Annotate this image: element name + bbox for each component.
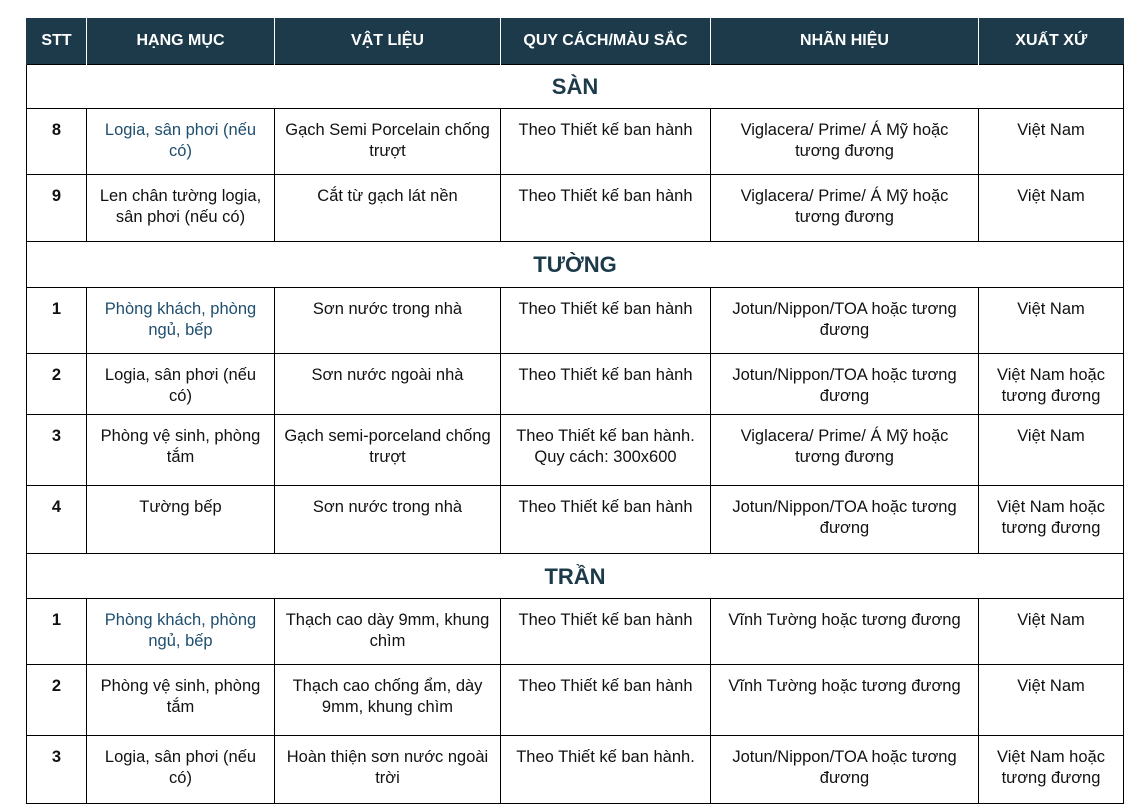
cell-spec: Theo Thiết kế ban hành. xyxy=(501,736,711,804)
cell-spec: Theo Thiết kế ban hành xyxy=(501,486,711,554)
cell-material: Sơn nước trong nhà xyxy=(275,288,501,354)
cell-brand: Jotun/Nippon/TOA hoặc tương đương xyxy=(711,486,979,554)
cell-brand: Jotun/Nippon/TOA hoặc tương đương xyxy=(711,736,979,804)
cell-stt: 2 xyxy=(27,354,87,415)
cell-origin: Việt Nam xyxy=(979,415,1124,486)
section-title: TƯỜNG xyxy=(27,242,1124,288)
cell-material: Sơn nước ngoài nhà xyxy=(275,354,501,415)
table-row xyxy=(27,486,1124,554)
cell-brand: Viglacera/ Prime/ Á Mỹ hoặc tương đương xyxy=(711,415,979,486)
cell-material: Cắt từ gạch lát nền xyxy=(275,175,501,242)
cell-brand: Viglacera/ Prime/ Á Mỹ hoặc tương đương xyxy=(711,175,979,242)
header-row xyxy=(27,18,1124,65)
cell-brand: Vĩnh Tường hoặc tương đương xyxy=(711,665,979,736)
cell-brand: Vĩnh Tường hoặc tương đương xyxy=(711,599,979,665)
header-spec: QUY CÁCH/MÀU SẮC xyxy=(501,18,711,65)
cell-item: Phòng vệ sinh, phòng tắm xyxy=(87,415,275,486)
cell-stt: 1 xyxy=(27,288,87,354)
cell-material: Gạch Semi Porcelain chống trượt xyxy=(275,109,501,175)
cell-item: Phòng vệ sinh, phòng tắm xyxy=(87,665,275,736)
header-material: VẬT LIỆU xyxy=(275,18,501,65)
section-row-wall xyxy=(27,242,1124,288)
cell-spec: Theo Thiết kế ban hành xyxy=(501,665,711,736)
cell-item: Phòng khách, phòng ngủ, bếp xyxy=(87,599,275,665)
table-row xyxy=(27,665,1124,736)
cell-brand: Viglacera/ Prime/ Á Mỹ hoặc tương đương xyxy=(711,109,979,175)
table-row xyxy=(27,109,1124,175)
table-row xyxy=(27,288,1124,354)
cell-item: Tường bếp xyxy=(87,486,275,554)
cell-origin: Việt Nam xyxy=(979,175,1124,242)
cell-origin: Việt Nam hoặc tương đương xyxy=(979,486,1124,554)
cell-brand: Jotun/Nippon/TOA hoặc tương đương xyxy=(711,354,979,415)
cell-material: Sơn nước trong nhà xyxy=(275,486,501,554)
cell-origin: Việt Nam hoặc tương đương xyxy=(979,354,1124,415)
table-row xyxy=(27,175,1124,242)
cell-material: Thạch cao chống ẩm, dày 9mm, khung chìm xyxy=(275,665,501,736)
cell-material: Hoàn thiện sơn nước ngoài trời xyxy=(275,736,501,804)
header-stt: STT xyxy=(27,18,87,65)
materials-table xyxy=(26,18,1124,804)
cell-origin: Việt Nam xyxy=(979,599,1124,665)
table-row xyxy=(27,736,1124,804)
section-title: SÀN xyxy=(27,65,1124,109)
cell-stt: 4 xyxy=(27,486,87,554)
cell-spec: Theo Thiết kế ban hành xyxy=(501,354,711,415)
section-title: TRẦN xyxy=(27,554,1124,599)
table-row xyxy=(27,415,1124,486)
cell-spec: Theo Thiết kế ban hành xyxy=(501,175,711,242)
cell-item: Logia, sân phơi (nếu có) xyxy=(87,736,275,804)
header-origin: XUẤT XỨ xyxy=(979,18,1124,65)
cell-item: Logia, sân phơi (nếu có) xyxy=(87,109,275,175)
cell-item: Logia, sân phơi (nếu có) xyxy=(87,354,275,415)
cell-stt: 2 xyxy=(27,665,87,736)
cell-stt: 3 xyxy=(27,415,87,486)
cell-brand: Jotun/Nippon/TOA hoặc tương đương xyxy=(711,288,979,354)
cell-spec: Theo Thiết kế ban hành. Quy cách: 300x600 xyxy=(501,415,711,486)
table-row xyxy=(27,599,1124,665)
cell-origin: Việt Nam xyxy=(979,665,1124,736)
header-item: HẠNG MỤC xyxy=(87,18,275,65)
cell-spec: Theo Thiết kế ban hành xyxy=(501,288,711,354)
cell-item: Len chân tường logia, sân phơi (nếu có) xyxy=(87,175,275,242)
cell-spec: Theo Thiết kế ban hành xyxy=(501,109,711,175)
cell-origin: Việt Nam xyxy=(979,109,1124,175)
section-row-floor xyxy=(27,65,1124,109)
header-brand: NHÃN HIỆU xyxy=(711,18,979,65)
cell-origin: Việt Nam xyxy=(979,288,1124,354)
cell-item: Phòng khách, phòng ngủ, bếp xyxy=(87,288,275,354)
cell-stt: 8 xyxy=(27,109,87,175)
cell-material: Gạch semi-porceland chống trượt xyxy=(275,415,501,486)
cell-origin: Việt Nam hoặc tương đương xyxy=(979,736,1124,804)
cell-stt: 1 xyxy=(27,599,87,665)
cell-spec: Theo Thiết kế ban hành xyxy=(501,599,711,665)
section-row-ceiling xyxy=(27,554,1124,599)
cell-stt: 3 xyxy=(27,736,87,804)
table-row xyxy=(27,354,1124,415)
cell-stt: 9 xyxy=(27,175,87,242)
cell-material: Thạch cao dày 9mm, khung chìm xyxy=(275,599,501,665)
